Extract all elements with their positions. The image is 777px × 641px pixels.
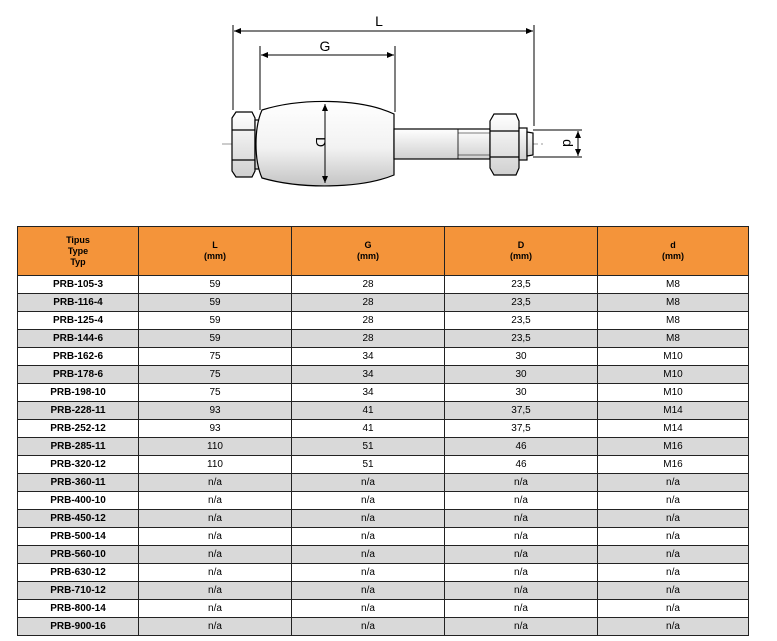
l-cell: 93 xyxy=(139,420,292,438)
big-d-cell: 30 xyxy=(445,384,598,402)
type-cell: PRB-285-11 xyxy=(18,438,139,456)
small-d-cell: M14 xyxy=(598,402,749,420)
specification-table xyxy=(17,226,749,636)
header-type-line-2: Type xyxy=(67,245,89,256)
type-cell: PRB-320-12 xyxy=(18,456,139,474)
l-cell: 59 xyxy=(139,276,292,294)
type-cell: PRB-178-6 xyxy=(18,366,139,384)
g-cell: 41 xyxy=(292,402,445,420)
header-G-label: G xyxy=(364,240,372,250)
table-row xyxy=(18,492,749,510)
table-header-row xyxy=(18,227,749,276)
header-D xyxy=(445,227,598,276)
g-cell: n/a xyxy=(292,564,445,582)
big-d-cell: n/a xyxy=(445,546,598,564)
g-cell: 34 xyxy=(292,348,445,366)
l-cell: n/a xyxy=(139,546,292,564)
small-d-cell: M16 xyxy=(598,456,749,474)
g-cell: n/a xyxy=(292,528,445,546)
g-cell: 28 xyxy=(292,330,445,348)
header-d-label: d xyxy=(670,240,676,250)
table-row xyxy=(18,348,749,366)
small-d-cell: n/a xyxy=(598,528,749,546)
small-d-cell: M10 xyxy=(598,366,749,384)
l-cell: n/a xyxy=(139,564,292,582)
small-d-cell: n/a xyxy=(598,492,749,510)
header-D-unit: (mm) xyxy=(510,251,532,261)
g-cell: 28 xyxy=(292,312,445,330)
type-cell: PRB-500-14 xyxy=(18,528,139,546)
header-L-unit: (mm) xyxy=(204,251,226,261)
g-cell: 51 xyxy=(292,456,445,474)
type-cell: PRB-900-16 xyxy=(18,618,139,636)
l-cell: 75 xyxy=(139,348,292,366)
big-d-cell: n/a xyxy=(445,474,598,492)
type-cell: PRB-252-12 xyxy=(18,420,139,438)
table-row xyxy=(18,600,749,618)
table-row xyxy=(18,384,749,402)
dimension-label-d: d xyxy=(560,139,576,147)
big-d-cell: 23,5 xyxy=(445,276,598,294)
shaft xyxy=(394,129,490,159)
small-d-cell: M8 xyxy=(598,294,749,312)
big-d-cell: n/a xyxy=(445,528,598,546)
l-cell: 75 xyxy=(139,384,292,402)
big-d-cell: 23,5 xyxy=(445,330,598,348)
header-d xyxy=(598,227,749,276)
l-cell: n/a xyxy=(139,528,292,546)
table-row xyxy=(18,438,749,456)
big-d-cell: 30 xyxy=(445,366,598,384)
small-d-cell: n/a xyxy=(598,582,749,600)
header-L-label: L xyxy=(212,240,218,250)
right-hex-nut xyxy=(490,114,533,175)
l-cell: 59 xyxy=(139,330,292,348)
header-G-unit: (mm) xyxy=(357,251,379,261)
l-cell: 59 xyxy=(139,294,292,312)
dimension-label-G: G xyxy=(319,38,331,54)
big-d-cell: n/a xyxy=(445,582,598,600)
big-d-cell: 46 xyxy=(445,456,598,474)
table-row xyxy=(18,294,749,312)
g-cell: n/a xyxy=(292,618,445,636)
l-cell: 110 xyxy=(139,456,292,474)
big-d-cell: 23,5 xyxy=(445,312,598,330)
type-cell: PRB-162-6 xyxy=(18,348,139,366)
big-d-cell: 23,5 xyxy=(445,294,598,312)
big-d-cell: 37,5 xyxy=(445,402,598,420)
table-row xyxy=(18,510,749,528)
header-L xyxy=(139,227,292,276)
big-d-cell: 30 xyxy=(445,348,598,366)
g-cell: n/a xyxy=(292,510,445,528)
l-cell: n/a xyxy=(139,492,292,510)
l-cell: n/a xyxy=(139,474,292,492)
table-row xyxy=(18,528,749,546)
table-row xyxy=(18,618,749,636)
g-cell: 28 xyxy=(292,276,445,294)
type-cell: PRB-360-11 xyxy=(18,474,139,492)
type-cell: PRB-400-10 xyxy=(18,492,139,510)
table-row xyxy=(18,456,749,474)
header-d-unit: (mm) xyxy=(662,251,684,261)
table-row xyxy=(18,312,749,330)
big-d-cell: n/a xyxy=(445,492,598,510)
small-d-cell: n/a xyxy=(598,618,749,636)
type-cell: PRB-144-6 xyxy=(18,330,139,348)
table-body xyxy=(18,276,749,636)
technical-drawing xyxy=(0,0,777,215)
table-row xyxy=(18,330,749,348)
small-d-cell: M8 xyxy=(598,276,749,294)
type-cell: PRB-710-12 xyxy=(18,582,139,600)
g-cell: 51 xyxy=(292,438,445,456)
header-type xyxy=(18,227,139,276)
g-cell: 34 xyxy=(292,384,445,402)
g-cell: 34 xyxy=(292,366,445,384)
big-d-cell: 46 xyxy=(445,438,598,456)
l-cell: n/a xyxy=(139,618,292,636)
small-d-cell: n/a xyxy=(598,600,749,618)
g-cell: n/a xyxy=(292,600,445,618)
big-d-cell: 37,5 xyxy=(445,420,598,438)
small-d-cell: M10 xyxy=(598,384,749,402)
header-D-label: D xyxy=(517,240,525,250)
g-cell: 28 xyxy=(292,294,445,312)
type-cell: PRB-560-10 xyxy=(18,546,139,564)
g-cell: n/a xyxy=(292,474,445,492)
small-d-cell: M10 xyxy=(598,348,749,366)
g-cell: n/a xyxy=(292,582,445,600)
table-row xyxy=(18,366,749,384)
small-d-cell: M8 xyxy=(598,330,749,348)
l-cell: n/a xyxy=(139,582,292,600)
dimension-label-L: L xyxy=(375,13,383,29)
type-cell: PRB-228-11 xyxy=(18,402,139,420)
table-row xyxy=(18,474,749,492)
table-row xyxy=(18,420,749,438)
table-row xyxy=(18,402,749,420)
small-d-cell: n/a xyxy=(598,510,749,528)
table-row xyxy=(18,546,749,564)
header-G xyxy=(292,227,445,276)
l-cell: 93 xyxy=(139,402,292,420)
g-cell: 41 xyxy=(292,420,445,438)
header-type-line-1: Tipus xyxy=(66,234,90,245)
l-cell: 75 xyxy=(139,366,292,384)
big-d-cell: n/a xyxy=(445,510,598,528)
l-cell: 110 xyxy=(139,438,292,456)
big-d-cell: n/a xyxy=(445,600,598,618)
type-cell: PRB-630-12 xyxy=(18,564,139,582)
l-cell: n/a xyxy=(139,600,292,618)
g-cell: n/a xyxy=(292,546,445,564)
type-cell: PRB-116-4 xyxy=(18,294,139,312)
l-cell: n/a xyxy=(139,510,292,528)
type-cell: PRB-450-12 xyxy=(18,510,139,528)
big-d-cell: n/a xyxy=(445,618,598,636)
small-d-cell: M16 xyxy=(598,438,749,456)
dimension-label-D: D xyxy=(313,136,329,148)
g-cell: n/a xyxy=(292,492,445,510)
l-cell: 59 xyxy=(139,312,292,330)
big-d-cell: n/a xyxy=(445,564,598,582)
table-row xyxy=(18,582,749,600)
small-d-cell: M14 xyxy=(598,420,749,438)
table-row xyxy=(18,564,749,582)
type-cell: PRB-105-3 xyxy=(18,276,139,294)
small-d-cell: n/a xyxy=(598,546,749,564)
header-type-line-3: Typ xyxy=(70,256,86,267)
table-row xyxy=(18,276,749,294)
type-cell: PRB-800-14 xyxy=(18,600,139,618)
type-cell: PRB-198-10 xyxy=(18,384,139,402)
small-d-cell: M8 xyxy=(598,312,749,330)
small-d-cell: n/a xyxy=(598,474,749,492)
type-cell: PRB-125-4 xyxy=(18,312,139,330)
small-d-cell: n/a xyxy=(598,564,749,582)
